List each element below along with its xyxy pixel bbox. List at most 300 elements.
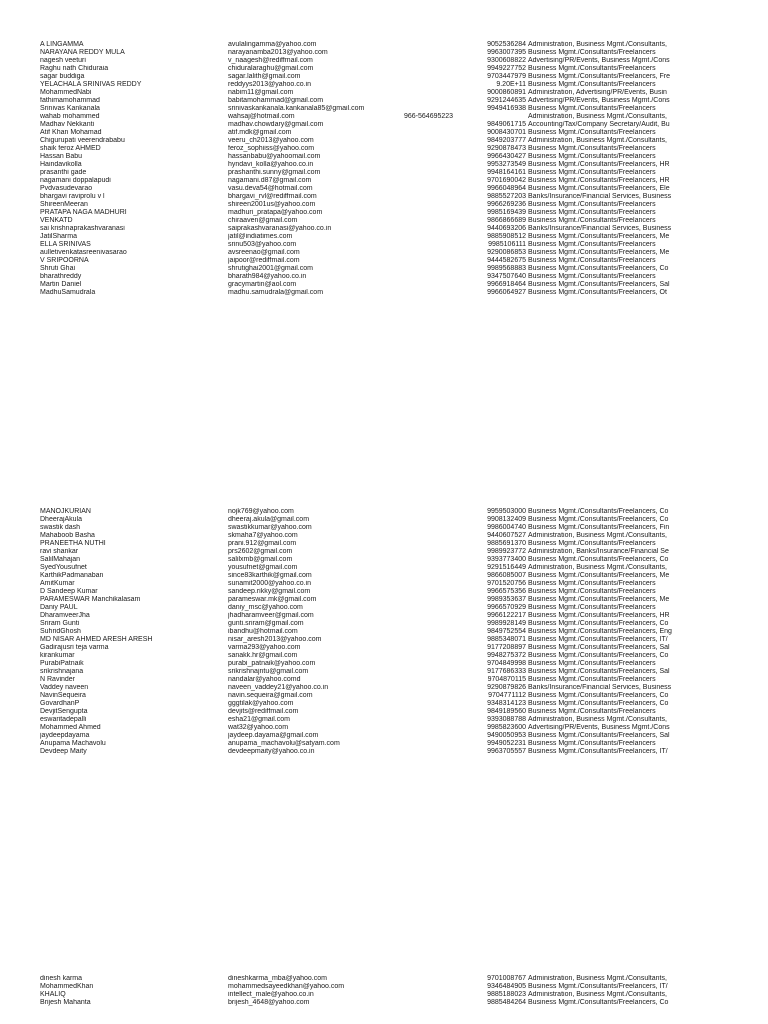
contact-row [0,217,768,225]
contact-phone: 9885188023 [487,991,526,999]
contact-phone: 9052536284 [487,41,526,48]
contact-name: Brijesh Mahanta [40,999,91,1007]
contact-name: nagamani doppalapudi [40,177,111,185]
contact-phone: 9703447979 [487,73,526,81]
contact-category: Administration, Business Mgmt./Consultants, [528,532,667,540]
contact-phone: 9490050953 [487,732,526,740]
contact-category: Business Mgmt./Consultants/Freelancers, Ele [528,185,670,193]
contact-phone: 9963705557 [487,748,526,756]
contact-row [0,620,768,628]
contact-phone: 9885908512 [487,233,526,241]
contact-email: dheeraj.akula@gmail.com [228,516,310,524]
contact-row [0,113,768,121]
contact-row [0,572,768,580]
contact-category: Business Mgmt./Consultants/Freelancers, Fin [528,524,670,532]
contact-category: Business Mgmt./Consultants/Freelancers [528,65,656,73]
contact-name: Haindavikolla [40,161,82,169]
contact-category: Advertising/PR/Events, Business Mgmt./Cons [528,97,670,105]
contact-category: Business Mgmt./Consultants/Freelancers, Co [528,620,669,628]
contact-row [0,732,768,740]
contact-row [0,612,768,620]
contact-category: Business Mgmt./Consultants/Freelancers, Me [528,596,670,604]
contact-row [0,73,768,81]
contact-category: Administration, Business Mgmt./Consultants, [528,975,667,982]
contact-email: sandeep.rikky@gmail.com [228,588,311,596]
contact-category: Business Mgmt./Consultants/Freelancers, Co [528,652,669,660]
contact-category: Business Mgmt./Consultants/Freelancers, Me [528,572,670,580]
contact-category: Administration, Business Mgmt./Consultants, [528,564,667,572]
contact-phone: 9866085007 [487,572,526,580]
contact-phone: 9966048964 [487,185,526,193]
contact-email: nojk769@yahoo.com [228,508,294,515]
contact-phone: 9849061715 [487,121,526,129]
contact-phone: 9347507640 [487,273,526,281]
contact-email: wahsaj@hotmail.com [228,113,295,121]
contact-name: YELACHALA SRINIVAS REDDY [40,81,142,89]
contact-category: Banks/Insurance/Financial Services, Business [528,684,672,692]
contact-name: MANOJKURIAN [40,508,91,515]
contact-row [0,137,768,145]
contact-row [0,121,768,129]
contact-email: reddyys2013@yahoo.co.in [228,81,311,89]
contact-category: Business Mgmt./Consultants/Freelancers, Ot [528,289,667,297]
contact-name: swastik dash [40,524,81,532]
contact-phone: 9701690042 [487,177,526,185]
contact-phone: 9393773400 [487,556,526,564]
contact-name: Madhav Nekkanti [40,121,95,129]
contact-email: wat32@yahoo.com [228,724,289,732]
contact-row [0,716,768,724]
contact-name: Hassan Babu [40,153,83,161]
contact-row [0,265,768,273]
contact-name: GovardhanP [40,700,80,708]
contact-name: dinesh karma [40,975,83,982]
contact-phone: 9704849998 [487,660,526,668]
contact-phone: 9348314123 [487,700,526,708]
contact-name: MohammedNabi [40,89,92,97]
contact-name: jaydeepdayama [40,732,90,740]
contact-phone: 9177686333 [487,668,526,676]
contact-category: Business Mgmt./Consultants/Freelancers [528,153,656,161]
contact-row [0,516,768,524]
contact-row [0,105,768,113]
contact-email: brijesh_4648@yahoo.com [228,999,310,1007]
contact-category: Business Mgmt./Consultants/Freelancers [528,257,656,265]
contact-row [0,129,768,137]
contact-email: devdeepmaity@yahoo.co.in [228,748,315,756]
contact-phone: 9966570929 [487,604,526,612]
contact-name: ELLA SRINIVAS [40,241,91,249]
contact-category: Business Mgmt./Consultants/Freelancers [528,676,656,684]
contact-row [0,508,768,516]
contact-category: Business Mgmt./Consultants/Freelancers [528,580,656,588]
contact-row [0,580,768,588]
contact-phone: 9000860891 [487,89,526,97]
contact-row [0,41,768,49]
contact-phone: 9989928149 [487,620,526,628]
contact-name: DevjitSengupta [40,708,88,716]
contact-row [0,999,768,1007]
contact-phone: 9849203777 [487,137,526,145]
contact-name: Atif Khan Mohamad [40,129,102,137]
contact-email: vasu.deva54@hotmail.com [228,185,313,193]
contact-category: Advertising/PR/Events, Business Mgmt./Cons [528,724,670,732]
contact-name: prasanthi gade [40,169,87,177]
contact-row [0,700,768,708]
contact-category: Business Mgmt./Consultants/Freelancers, Co [528,508,669,515]
contact-email: sanakk.hr@gmail.com [228,652,298,660]
contact-phone: 9291244635 [487,97,526,105]
contact-row [0,660,768,668]
contact-phone: 9989923772 [487,548,526,556]
contact-row [0,524,768,532]
contact-category: Business Mgmt./Consultants/Freelancers, IT/ [528,748,668,756]
contact-phone: 9290879826 [487,684,526,692]
contact-name: SuhridGhosh [40,628,81,636]
contact-email: gracymartin@aol.com [228,281,297,289]
contact-category: Banks/Insurance/Financial Services, Business [528,225,672,233]
contact-row [0,692,768,700]
contact-email: purabi_patnaik@yahoo.com [228,660,316,668]
contact-row [0,588,768,596]
contact-email: shireen2001us@yahoo.com [228,201,316,209]
contact-name: Sriram Gunti [40,620,80,628]
contact-phone: 9290878473 [487,145,526,153]
contact-row [0,193,768,201]
contact-email: srinivaskankanala.kankanala85@gmail.com [228,105,365,113]
contact-email: sagar.lalith@gmail.com [228,73,301,81]
contact-phone: 9966918464 [487,281,526,289]
contact-email: devjits@rediffmail.com [228,708,299,716]
contact-email: prashanthi.sunny@gmail.com [228,169,321,177]
contact-name: A LINGAMMA [40,41,84,48]
contact-row [0,564,768,572]
contact-email: gunti.sriram@gmail.com [228,620,304,628]
contact-name: N Ravinder [40,676,76,684]
contact-row [0,983,768,991]
contact-row [0,532,768,540]
contact-phone: 9948275372 [487,652,526,660]
contact-category: Business Mgmt./Consultants/Freelancers [528,540,656,548]
contact-name: wahab mohammed [40,113,100,121]
contact-name: Chigurupati veerendrababu [40,137,125,145]
contact-category: Business Mgmt./Consultants/Freelancers, Sal [528,644,670,652]
contact-name: D Sandeep Kumar [40,588,98,596]
contact-category: Business Mgmt./Consultants/Freelancers, Co [528,692,669,700]
contact-phone: 9704771112 [488,692,526,700]
contact-email: shrutighai2001@gmail.com [228,265,313,273]
contact-email: salilxmb@gmail.com [228,556,293,564]
contact-list-block [0,41,768,298]
contact-name: MohammedKhan [40,983,94,991]
contact-email: feroz_sophiiss@yahoo.com [228,145,315,153]
contact-row [0,161,768,169]
contact-name: V SRIPOORNA [40,257,89,265]
contact-name: Mohammed Ahmed [40,724,101,732]
contact-email: swastikkumar@yahoo.com [228,524,312,532]
contact-row [0,81,768,89]
contact-row [0,991,768,999]
contact-email: nabim11@gmail.com [228,89,294,97]
contact-name: sai krishnaprakashvaranasi [40,225,125,233]
contact-name: JatilSharma [40,233,77,241]
contact-category: Business Mgmt./Consultants/Freelancers [528,660,656,668]
contact-category: Administration, Business Mgmt./Consultants, [528,991,667,999]
contact-name: SyedYousufnet [40,564,87,572]
contact-email: chiraaven@gmail.com [228,217,298,225]
contact-name: PurabiPatnaik [40,660,84,668]
contact-phone: 9966122217 [487,612,526,620]
contact-category: Accounting/Tax/Company Secretary/Audit, Bu [528,121,670,129]
contact-email: bharath984@yahoo.co.in [228,273,307,281]
contact-category: Administration, Business Mgmt./Consultants, [528,716,667,724]
contact-email: since83karthik@gmail.com [228,572,312,580]
contact-email: yousufnet@gmail.com [228,564,298,572]
contact-name: PRATAPA NAGA MADHURI [40,209,127,217]
contact-email: skmaha7@yahoo.com [228,532,298,540]
contact-category: Business Mgmt./Consultants/Freelancers, Co [528,700,669,708]
contact-phone: 9985169439 [487,209,526,217]
contact-email: nagamani.d87@gmail.com [228,177,312,185]
contact-list-block [0,508,768,756]
contact-category: Business Mgmt./Consultants/Freelancers, Sal [528,668,670,676]
contact-row [0,49,768,57]
contact-phone: 9953273549 [487,161,526,169]
contact-email: v_naagesh@rediffmail.com [228,57,313,65]
contact-category: Business Mgmt./Consultants/Freelancers [528,604,656,612]
contact-name: sagar buddiga [40,73,85,81]
contact-phone: 9.20E+11 [496,81,526,89]
contact-row [0,548,768,556]
contact-category: Business Mgmt./Consultants/Freelancers, Co [528,516,669,524]
contact-category: Business Mgmt./Consultants/Freelancers, Co [528,999,669,1007]
contact-category: Business Mgmt./Consultants/Freelancers, Co [528,556,669,564]
contact-name: Martin Daniel [40,281,82,289]
contact-phone: 9966269236 [487,201,526,209]
contact-phone: 9701520756 [487,580,526,588]
contact-name: Raghu nath Chiduraia [40,65,109,73]
contact-category: Business Mgmt./Consultants/Freelancers, HR [528,177,670,185]
contact-email: intellect_male@yahoo.co.in [228,991,314,999]
contact-row [0,724,768,732]
contact-phone: 9966064927 [487,289,526,297]
contact-row [0,684,768,692]
contact-list-block [0,975,768,1007]
contact-email: navin.sequeira@gmail.com [228,692,313,700]
contact-row [0,604,768,612]
contact-name: DharamveerJha [40,612,90,620]
contact-phone: 9885348071 [487,636,526,644]
contact-name: KarthikPadmanaban [40,572,104,580]
contact-row [0,65,768,73]
contact-category: Business Mgmt./Consultants/Freelancers, Sal [528,281,670,289]
contact-name: srikrishnajana [40,668,84,676]
contact-email: srikrishnajntu@gmail.com [228,668,309,676]
contact-row [0,708,768,716]
contact-category: Business Mgmt./Consultants/Freelancers [528,105,656,113]
contact-row [0,225,768,233]
contact-email: avulalingamma@yahoo.com [228,41,317,48]
contact-row [0,97,768,105]
contact-phone: 9966430427 [487,153,526,161]
contact-name: Gadirajusri teja varma [40,644,109,652]
contact-row [0,145,768,153]
contact-category: Business Mgmt./Consultants/Freelancers [528,209,656,217]
contact-row [0,185,768,193]
contact-phone: 9444582675 [487,257,526,265]
contact-row [0,209,768,217]
contact-phone: 9849189560 [487,708,526,716]
contact-category: Administration, Business Mgmt./Consultants, [528,113,667,121]
contact-email: jatil@indiatimes.com [228,233,293,241]
contact-category: Business Mgmt./Consultants/Freelancers [528,708,656,716]
contact-category: Administration, Banks/Insurance/Financial Se [528,548,669,556]
contact-email: bhargavi_rvl@rediffmail.com [228,193,317,201]
contact-name: Mahaboob Basha [40,532,95,540]
contact-email: naveen_vaddey21@yahoo.co.in [228,684,329,692]
contact-row [0,668,768,676]
contact-email: madhav.chowdary@gmail.com [228,121,324,129]
contact-email: mohammedsayeedkhan@yahoo.com [228,983,345,991]
contact-row [0,748,768,756]
contact-name: DheerajAkula [40,516,83,524]
contact-phone: 9885691370 [487,540,526,548]
contact-email: narayanamba2013@yahoo.com [228,49,328,57]
contact-category: Advertising/PR/Events, Business Mgmt./Cons [528,57,670,65]
contact-category: Business Mgmt./Consultants/Freelancers [528,588,656,596]
contact-name: fathimamohammad [40,97,100,105]
contact-phone: 9986004740 [487,524,526,532]
contact-category: Business Mgmt./Consultants/Freelancers [528,273,656,281]
contact-phone: 9701008767 [487,975,526,982]
contact-row [0,201,768,209]
contact-phone: 9704870115 [487,676,526,684]
contact-name: Daniy PAUL [40,604,78,612]
contact-phone: 9885527203 [487,193,526,201]
contact-email: jhadharamveer@gmail.com [228,612,314,620]
contact-row [0,975,768,983]
contact-row [0,169,768,177]
contact-name: AmitKumar [40,580,75,588]
contact-category: Business Mgmt./Consultants/Freelancers, Co [528,265,669,273]
contact-name: MadhuSamudrala [40,289,96,297]
contact-category: Business Mgmt./Consultants/Freelancers, Fre [528,73,670,81]
contact-email: chiduralaraghu@gmail.com [228,65,314,73]
contact-name: ravi shankar [40,548,79,556]
contact-phone: 9300608822 [487,57,526,65]
contact-email: srinu503@yahoo.com [228,241,297,249]
contact-row [0,57,768,65]
contact-category: Business Mgmt./Consultants/Freelancers [528,49,656,57]
contact-name: SalilMahajan [40,556,81,564]
contact-phone: 9866866689 [487,217,526,225]
contact-extra-phone: 966-564695223 [404,113,454,121]
contact-phone: 9393088788 [487,716,526,724]
contact-phone: 9989568883 [487,265,526,273]
contact-email: prani.912@gmail.com [228,540,297,548]
contact-phone: 9959503000 [487,508,526,515]
contact-name: nagesh veeturi [40,57,86,65]
contact-phone: 9346484905 [487,983,526,991]
contact-phone: 9290086853 [487,249,526,257]
contact-email: avsreenao@gmail.com [228,249,300,257]
contact-email: varma293@yahoo.com [228,644,301,652]
contact-row [0,233,768,241]
contact-phone: 9985106111 [488,241,526,249]
contact-name: Srinivas Kankanala [40,105,100,113]
contact-email: saiprakashvaranasi@yahoo.co.in [228,225,332,233]
contact-row [0,596,768,604]
contact-email: anupama_machavolu@satyam.com [228,740,340,748]
contact-name: MD NISAR AHMED ARESH ARESH [40,636,153,644]
contact-name: kirankumar [40,652,75,660]
contact-name: VENKATD [40,217,73,225]
contact-phone: 9963007395 [487,49,526,57]
contact-email: prs2602@gmail.com [228,548,293,556]
contact-category: Business Mgmt./Consultants/Freelancers [528,129,656,137]
contact-category: Business Mgmt./Consultants/Freelancers, Me [528,249,670,257]
contact-row [0,273,768,281]
contact-name: Pvdvasudevarao [40,185,93,193]
contact-name: Devdeep Maity [40,748,87,756]
contact-phone: 9949052231 [487,740,526,748]
contact-row [0,257,768,265]
contact-email: madhuri_pratapa@yahoo.com [228,209,323,217]
contact-phone: 9440693206 [487,225,526,233]
contact-row [0,153,768,161]
contact-phone: 9908132409 [487,516,526,524]
contact-name: Anupama Machavolu [40,740,106,748]
contact-category: Business Mgmt./Consultants/Freelancers, Sal [528,732,670,740]
contact-email: madhu.samudrala@gmail.com [228,289,324,297]
contact-email: atif.mdk@gmail.com [228,129,292,137]
contact-row [0,177,768,185]
contact-phone: 9966575356 [487,588,526,596]
contact-category: Business Mgmt./Consultants/Freelancers [528,145,656,153]
contact-email: babitamohammad@gmail.com [228,97,324,105]
contact-category: Administration, Advertising/PR/Events, Busin [528,89,667,97]
contact-email: nisar_aresh2013@yahoo.com [228,636,322,644]
contact-row [0,652,768,660]
contact-category: Administration, Business Mgmt./Consultants, [528,41,667,48]
contact-email: nandalar@yahoo.comd [228,676,301,684]
contact-category: Business Mgmt./Consultants/Freelancers, IT/ [528,983,668,991]
contact-email: dineshkarma_mba@yahoo.com [228,975,327,982]
contact-phone: 9291516449 [487,564,526,572]
contact-category: Business Mgmt./Consultants/Freelancers, HR [528,161,670,169]
contact-name: Shruti Ghai [40,265,76,273]
contact-row [0,676,768,684]
contact-email: ibandhu@hotmail.com [228,628,298,636]
contact-name: bharathreddy [40,273,82,281]
contact-category: Business Mgmt./Consultants/Freelancers, Me [528,233,670,241]
contact-name: shaik feroz AHMED [40,145,101,153]
contact-name: eswaritadepalli [40,716,87,724]
contact-email: jaipoor@rediffmail.com [228,257,300,265]
contact-row [0,628,768,636]
contact-row [0,740,768,748]
contact-row [0,636,768,644]
contact-email: jaydeep.dayama@gmail.com [228,732,319,740]
contact-category: Business Mgmt./Consultants/Freelancers [528,201,656,209]
contact-phone: 9949416938 [487,105,526,113]
contact-category: Business Mgmt./Consultants/Freelancers [528,81,656,89]
contact-name: bhargavi raviprolu v l [40,193,105,201]
contact-category: Administration, Business Mgmt./Consultants, [528,137,667,145]
contact-category: Business Mgmt./Consultants/Freelancers, IT/ [528,636,668,644]
contact-phone: 9885484264 [487,999,526,1007]
contact-name: ShireenMeeran [40,201,88,209]
